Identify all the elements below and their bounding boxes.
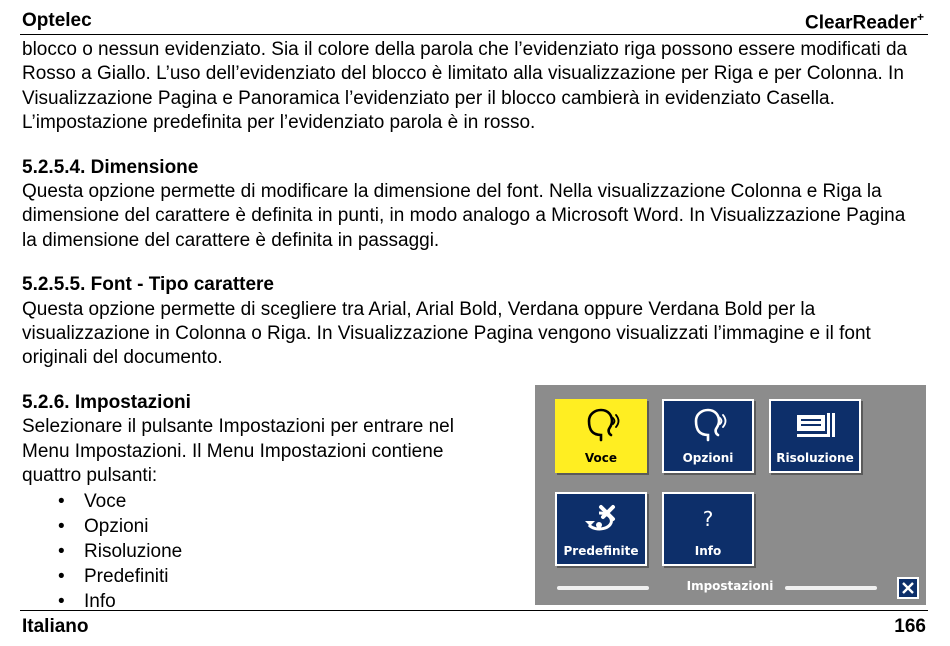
section-text-impostazioni: Selezionare il pulsante Impostazioni per entrare nel Menu Impostazioni. Il Menu Impostazioni contiene quattro pulsanti: — [22, 416, 454, 487]
head-speaking-icon — [557, 407, 645, 445]
predefinite-label: Predefinite — [563, 544, 639, 558]
section-heading-font: 5.2.5.5. Font - Tipo carattere — [22, 274, 275, 296]
product-name — [805, 10, 924, 34]
panel-title: Impostazioni — [686, 579, 774, 593]
risoluzione-button[interactable] — [769, 399, 861, 473]
product-title: ClearReader — [805, 12, 917, 34]
list-item: • Predefiniti — [58, 564, 912, 589]
opzioni-button[interactable] — [662, 399, 754, 473]
opzioni-label: Opzioni — [682, 451, 734, 465]
close-button[interactable] — [897, 577, 919, 599]
product-superscript: + — [916, 10, 924, 24]
risoluzione-label: Risoluzione — [776, 451, 854, 465]
list-item: • Risoluzione — [58, 539, 912, 564]
question-mark-icon — [664, 500, 752, 538]
predefinite-button[interactable] — [555, 492, 647, 566]
divider-bar-left — [557, 586, 649, 590]
head-speaking-icon — [664, 407, 752, 445]
reset-tools-icon — [557, 500, 645, 538]
info-button[interactable] — [662, 492, 754, 566]
info-label: Info — [694, 544, 722, 558]
info-glyph: ? — [702, 507, 714, 531]
section-text-font: Questa opzione permette di scegliere tra Arial, Arial Bold, Verdana oppure Verdana Bold per la visualizzazione in Colonna o Riga. In Visualizzazione Pagina vengono visualizzati l’immagine e il font originali del documento. — [22, 298, 871, 369]
page-footer — [20, 610, 928, 641]
footer-language: Italiano — [22, 616, 89, 637]
brand-name: Optelec — [22, 10, 92, 31]
resolution-icon — [771, 407, 859, 445]
divider-bar-right — [785, 586, 877, 590]
list-item: • Voce — [58, 489, 912, 514]
voce-label: Voce — [584, 451, 618, 465]
list-item: • Opzioni — [58, 514, 912, 539]
intro-paragraph: blocco o nessun evidenziato. Sia il colore della parola che l’evidenziato riga possono essere modificati da Rosso a Giallo. L’uso dell’evidenziato del blocco è limitato alla visualizzazione per Riga e per Colonna. In Visualizzazione Pagina e Panoramica l’evidenziato per il blocco cambierà in evidenziato Casella. L’impostazione predefinita per l’evidenziato parola è in rosso. — [22, 39, 908, 134]
section-heading-impostazioni: 5.2.6. Impostazioni — [22, 391, 191, 413]
page-number: 166 — [894, 616, 926, 637]
section-heading-dimensione: 5.2.5.4. Dimensione — [22, 156, 199, 178]
page-header — [20, 8, 928, 35]
list-item: • Info — [58, 589, 912, 614]
section-text-dimensione: Questa opzione permette di modificare la dimensione del font. Nella visualizzazione Colonna e Riga la dimensione del carattere è definita in punti, in modo analogo a Microsoft Word. In Visualizzazione Pagina la dimensione del carattere è definita in passaggi. — [22, 181, 906, 251]
close-icon — [902, 582, 914, 594]
voce-button[interactable] — [555, 399, 647, 473]
settings-menu-screenshot — [535, 385, 926, 605]
